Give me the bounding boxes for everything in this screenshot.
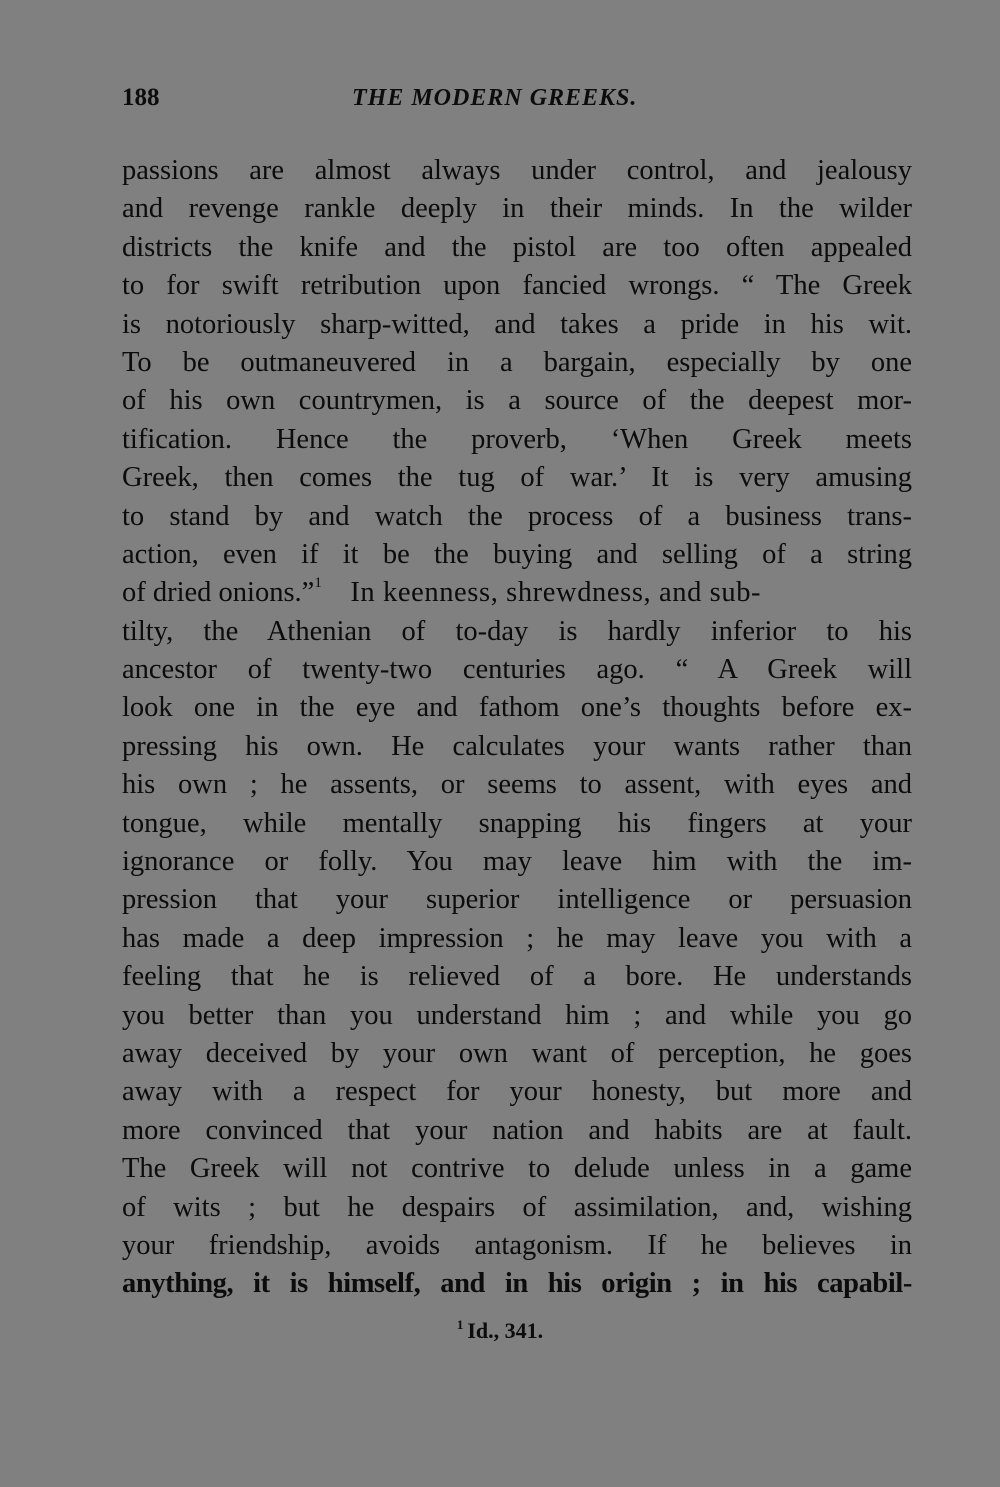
text-line: you better than you understand him ; and while you go: [122, 999, 912, 1031]
footnote-reference: 1: [314, 575, 322, 592]
text-line: pressing his own. He calculates your wants rather than: [122, 730, 912, 762]
text-line: and revenge rankle deeply in their minds. In the wilder: [122, 193, 912, 225]
text-line: away with a respect for your honesty, but more and: [122, 1076, 912, 1108]
text-line: of wits ; but he despairs of assimilation, and, wishing: [122, 1191, 912, 1223]
text-line: tification. Hence the proverb, ‘When Greek meets: [122, 423, 912, 455]
footnote: [0, 1316, 1000, 1346]
text-line: anything, it is himself, and in his origin ; in his capabil-: [122, 1268, 912, 1300]
text-line: To be outmaneuvered in a bargain, especially by one: [122, 346, 912, 378]
text-segment: In keenness, shrewdness, and sub-: [350, 577, 762, 609]
text-line: pression that your superior intelligence or persuasion: [122, 884, 912, 916]
body-text: [122, 152, 912, 1304]
text-line: The Greek will not contrive to delude unless in a game: [122, 1153, 912, 1185]
text-line: tilty, the Athenian of to-day is hardly inferior to his: [122, 615, 912, 647]
page-number: 188: [122, 84, 160, 111]
running-title: THE MODERN GREEKS.: [352, 85, 638, 111]
text-line: ignorance or folly. You may leave him with the im-: [122, 846, 912, 878]
text-line: districts the knife and the pistol are too often appealed: [122, 231, 912, 263]
text-line: Greek, then comes the tug of war.’ It is very amusing: [122, 462, 912, 494]
text-line: has made a deep impression ; he may leave you with a: [122, 922, 912, 954]
text-line: to stand by and watch the process of a business trans-: [122, 500, 912, 532]
text-line: passions are almost always under control, and jealousy: [122, 155, 912, 186]
text-line: action, even if it be the buying and selling of a string: [122, 538, 912, 570]
text-line-with-footnote-ref: [122, 574, 912, 612]
text-line: ancestor of twenty-two centuries ago. “ A Greek will: [122, 654, 912, 686]
text-line: is notoriously sharp-witted, and takes a pride in his wit.: [122, 308, 912, 340]
text-line: tongue, while mentally snapping his fingers at your: [122, 807, 912, 839]
text-line: of his own countrymen, is a source of the deepest mor-: [122, 385, 912, 417]
text-line: feeling that he is relieved of a bore. He understands: [122, 961, 912, 993]
text-line: his own ; he assents, or seems to assent, with eyes and: [122, 769, 912, 801]
text-line: look one in the eye and fathom one’s thoughts before ex-: [122, 692, 912, 724]
footnote-marker: 1: [456, 1317, 464, 1332]
footnote-text: Id., 341.: [467, 1318, 544, 1343]
text-line: more convinced that your nation and habits are at fault.: [122, 1114, 912, 1146]
running-head: [122, 78, 912, 118]
text-line: to for swift retribution upon fancied wrongs. “ The Greek: [122, 270, 912, 302]
text-line: away deceived by your own want of perception, he goes: [122, 1037, 912, 1069]
text-line: your friendship, avoids antagonism. If he believes in: [122, 1229, 912, 1261]
text-segment: of dried onions.”: [122, 577, 315, 609]
